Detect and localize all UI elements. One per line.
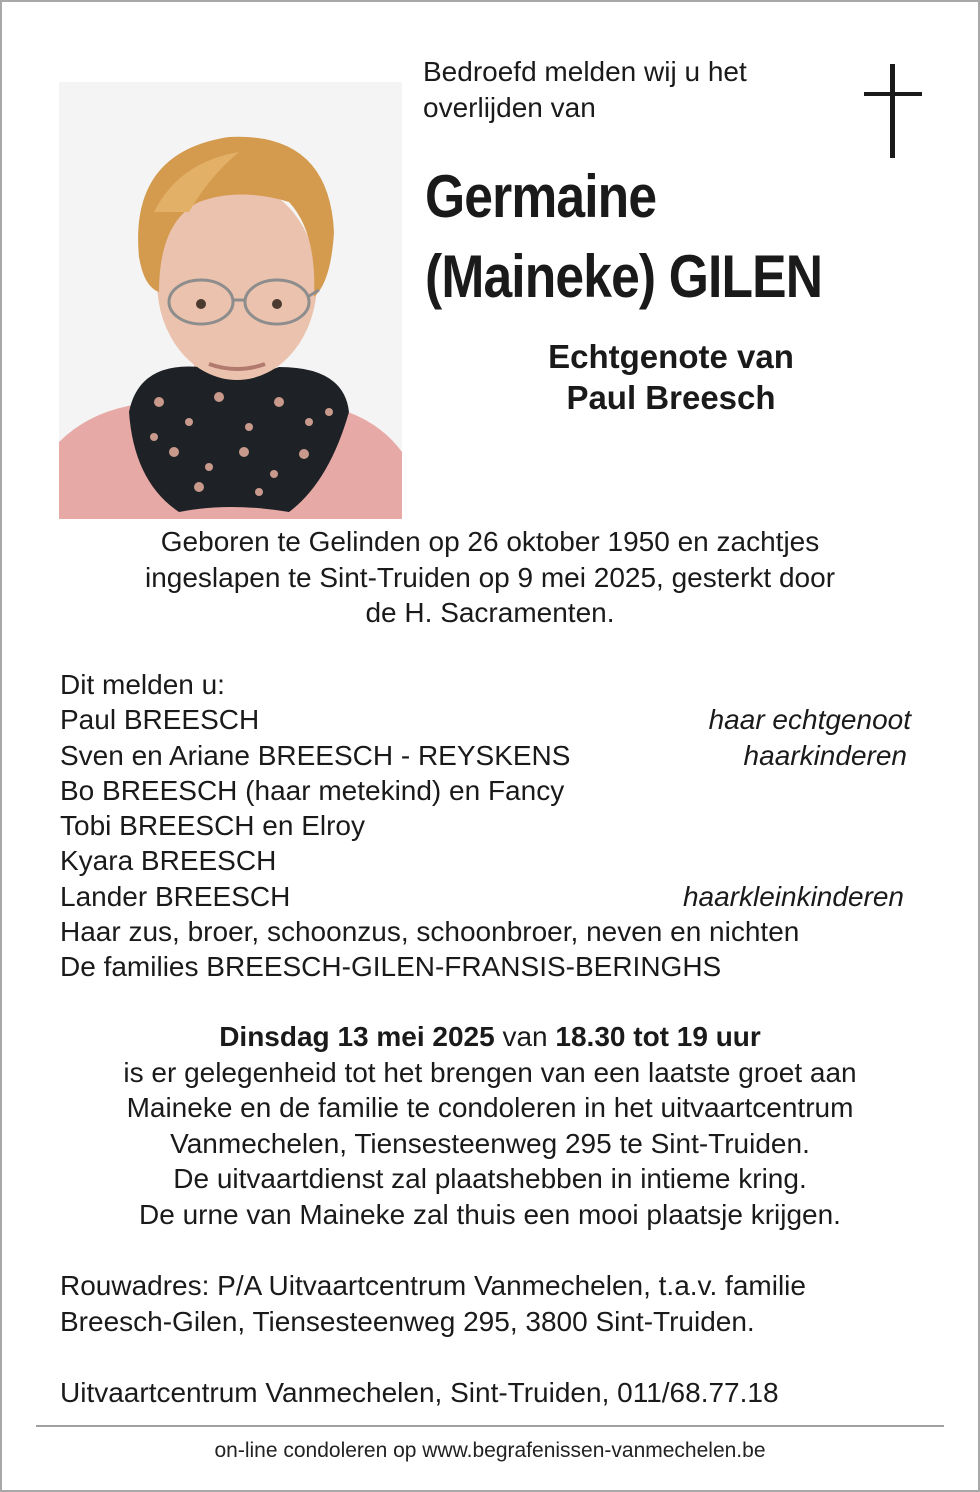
mourner-relation: haar echtgenoot bbox=[708, 704, 911, 736]
mourner-row bbox=[60, 738, 920, 773]
mourner-name: Haar zus, broer, schoonzus, schoonbroer, neven en nichten bbox=[60, 916, 800, 948]
portrait-photo bbox=[59, 82, 402, 519]
mourner-name: Paul BREESCH bbox=[60, 704, 260, 736]
funeral-home-contact: Uitvaartcentrum Vanmechelen, Sint-Truiden, 011/68.77.18 bbox=[60, 1377, 779, 1408]
mourner-row bbox=[60, 808, 920, 843]
mourning-address bbox=[60, 1268, 940, 1340]
spouse-name: Paul Breesch bbox=[566, 379, 776, 416]
mourner-name: Bo BREESCH (haar metekind) en Fancy bbox=[60, 774, 565, 806]
address-line: Rouwadres: P/A Uitvaartcentrum Vanmechelen, t.a.v. familie bbox=[60, 1270, 806, 1301]
mourner-row bbox=[60, 702, 920, 737]
visitation-line: De urne van Maineke zal thuis een mooi plaatsje krijgen. bbox=[139, 1198, 841, 1230]
visitation-from: van bbox=[494, 1021, 556, 1052]
mourner-row bbox=[60, 773, 920, 808]
mourners-heading: Dit melden u: bbox=[60, 669, 225, 700]
intro-line: overlijden van bbox=[423, 92, 596, 123]
visitation-line: Maineke en de familie te condoleren in het uitvaartcentrum bbox=[126, 1092, 854, 1123]
spouse-info bbox=[471, 336, 871, 418]
mourner-name: Kyara BREESCH bbox=[60, 845, 277, 877]
visitation-time: 18.30 tot 19 uur bbox=[555, 1021, 761, 1052]
cross-icon bbox=[864, 64, 922, 158]
mourner-name: Lander BREESCH bbox=[60, 880, 291, 912]
deceased-first-name: Germaine bbox=[425, 163, 657, 230]
visitation-info bbox=[40, 1019, 940, 1232]
born-line: ingeslapen te Sint-Truiden op 9 mei 2025, gesterkt door bbox=[144, 561, 836, 593]
visitation-headline bbox=[40, 1019, 940, 1055]
visitation-line: is er gelegenheid tot het brengen van een laatste groet aan bbox=[123, 1056, 857, 1088]
mourner-name: Tobi BREESCH en Elroy bbox=[60, 810, 366, 842]
visitation-line: Vanmechelen, Tiensesteenweg 295 te Sint-Truiden. bbox=[170, 1127, 810, 1159]
mourner-row bbox=[60, 879, 920, 914]
spouse-label: Echtgenote van bbox=[548, 338, 794, 375]
mourner-relation: haarkleinkinderen bbox=[682, 880, 904, 912]
mourner-row bbox=[60, 843, 920, 878]
mourner-name: Sven en Ariane BREESCH - REYSKENS bbox=[60, 739, 571, 771]
deceased-name bbox=[425, 157, 889, 317]
intro-text bbox=[423, 54, 843, 126]
condolence-link[interactable]: on-line condoleren op www.begrafenissen-vanmechelen.be bbox=[214, 1439, 766, 1462]
mourners-list bbox=[60, 667, 920, 985]
birth-death-info bbox=[40, 524, 940, 631]
mourner-row bbox=[60, 914, 920, 949]
address-line: Breesch-Gilen, Tiensesteenweg 295, 3800 Sint-Truiden. bbox=[60, 1306, 755, 1337]
mourner-relation: haarkinderen bbox=[743, 739, 907, 771]
visitation-date: Dinsdag 13 mei 2025 bbox=[219, 1021, 495, 1052]
deceased-full-name: (Maineke) GILEN bbox=[425, 243, 823, 310]
mourner-row bbox=[60, 949, 920, 984]
mourner-name: De families BREESCH-GILEN-FRANSIS-BERINGHS bbox=[60, 951, 722, 983]
divider bbox=[36, 1425, 944, 1427]
intro-line: Bedroefd melden wij u het bbox=[423, 56, 747, 87]
born-line: de H. Sacramenten. bbox=[365, 597, 615, 628]
born-line: Geboren te Gelinden op 26 oktober 1950 en zachtjes bbox=[160, 526, 820, 557]
visitation-line: De uitvaartdienst zal plaatshebben in intieme kring. bbox=[173, 1163, 807, 1194]
